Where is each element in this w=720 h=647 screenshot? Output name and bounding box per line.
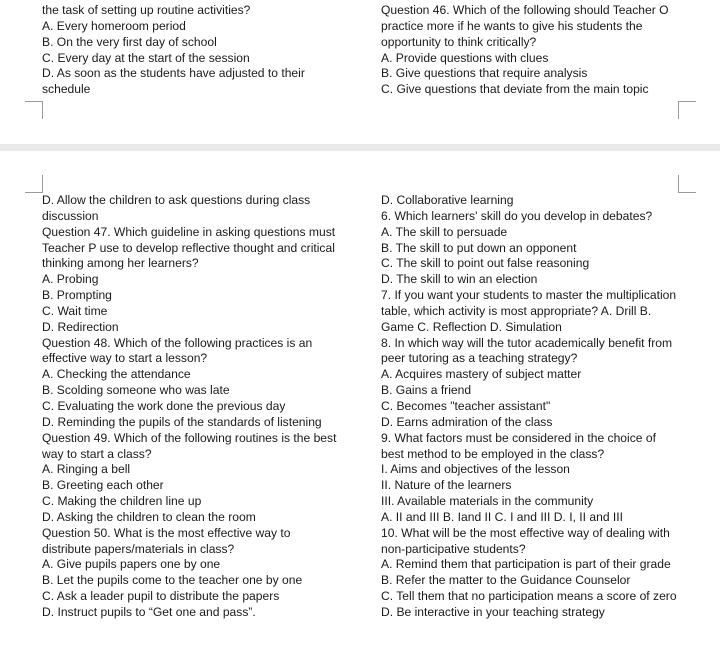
answer-option: A. Remind them that participation is part of their grade — [381, 557, 671, 572]
answer-option: B. Scolding someone who was late — [42, 383, 230, 398]
answer-option: C. Making the children line up — [42, 494, 202, 509]
crop-mark — [678, 101, 696, 119]
answer-option: A. Give pupils papers one by one — [42, 557, 221, 572]
answer-option: A. II and III B. Iand II C. I and III D. I, II and III — [381, 509, 623, 524]
question-text: 7. If you want your students to master the multiplication table, which activity is most appropriate? A. Drill B. Game C. Reflection D. Simulation — [381, 288, 677, 334]
question-text: Question 46. Which of the following should Teacher O practice more if he wants to give his students the opportunity to think critically? — [381, 3, 669, 49]
answer-option: B. On the very first day of school — [42, 34, 217, 49]
answer-option: B. Gains a friend — [381, 383, 472, 398]
answer-option: D. Instruct pupils to “Get one and pass”. — [42, 604, 256, 619]
answer-option: B. The skill to put down an opponent — [381, 240, 577, 255]
bottom-right-column — [381, 193, 681, 621]
answer-option: D. The skill to win an election — [381, 272, 538, 287]
question-text: Question 50. What is the most effective way to distribute papers/materials in class? — [42, 525, 291, 556]
answer-option: B. Greeting each other — [42, 478, 164, 493]
answer-option: C. Tell them that no participation means a score of zero D. Be interactive in your teaching strategy — [381, 589, 677, 619]
answer-option: D. Reminding the pupils of the standards of listening — [42, 414, 322, 429]
crop-mark — [678, 175, 696, 193]
question-text: Question 47. Which guideline in asking questions must Teacher P use to develop reflective thought and critical thinking among her learners? — [42, 224, 336, 271]
answer-option: C. The skill to point out false reasoning — [381, 256, 590, 271]
answer-option: D. Redirection — [42, 319, 119, 334]
answer-option: C. Every day at the start of the session — [42, 50, 250, 65]
answer-option: D. Allow the children to ask questions during class discussion — [42, 193, 311, 223]
text-line: III. Available materials in the community — [381, 494, 594, 509]
answer-option: A. Ringing a bell — [42, 462, 131, 477]
bottom-left-column — [42, 193, 338, 621]
answer-option: D. Asking the children to clean the room — [42, 509, 256, 524]
text-line: the task of setting up routine activities? — [42, 3, 251, 17]
text-line: I. Aims and objectives of the lesson — [381, 462, 570, 477]
answer-option: C. Ask a leader pupil to distribute the papers — [42, 589, 280, 604]
crop-mark — [25, 175, 43, 193]
answer-option: C. Give questions that deviate from the main topic — [381, 82, 649, 97]
answer-option: A. Every homeroom period — [42, 18, 186, 33]
answer-option: A. Provide questions with clues — [381, 50, 549, 65]
answer-option: B. Give questions that require analysis — [381, 66, 588, 81]
question-text: 10. What will be the most effective way of dealing with non-participative students? — [381, 525, 670, 556]
question-text: Question 49. Which of the following routines is the best way to start a class? — [42, 430, 337, 461]
top-right-column — [381, 3, 683, 98]
top-left-column — [42, 3, 332, 98]
question-text: 8. In which way will the tutor academically benefit from peer tutoring as a teaching strategy? — [381, 335, 673, 366]
answer-option: C. Becomes "teacher assistant" — [381, 398, 551, 413]
answer-option: A. Checking the attendance — [42, 367, 191, 382]
answer-option: D. As soon as the students have adjusted to their schedule — [42, 66, 305, 97]
question-text: Question 48. Which of the following practices is an effective way to start a lesson? — [42, 335, 313, 366]
document-page-top — [0, 0, 720, 144]
answer-option: B. Refer the matter to the Guidance Counselor — [381, 573, 631, 588]
crop-mark — [25, 101, 43, 119]
text-line: II. Nature of the learners — [381, 478, 512, 493]
answer-option: B. Let the pupils come to the teacher one by one — [42, 573, 303, 588]
answer-option: B. Prompting — [42, 288, 112, 303]
question-text: 9. What factors must be considered in the choice of best method to be employed in the class? — [381, 430, 656, 461]
answer-option: D. Collaborative learning — [381, 193, 514, 207]
answer-option: A. Probing — [42, 272, 99, 287]
answer-option: A. Acquires mastery of subject matter — [381, 367, 582, 382]
answer-option: C. Evaluating the work done the previous day — [42, 398, 286, 413]
question-text: 6. Which learners' skill do you develop in debates? — [381, 208, 653, 223]
answer-option: A. The skill to persuade — [381, 224, 508, 239]
answer-option: C. Wait time — [42, 303, 108, 318]
answer-option: D. Earns admiration of the class — [381, 414, 553, 429]
document-page-bottom — [0, 151, 720, 647]
